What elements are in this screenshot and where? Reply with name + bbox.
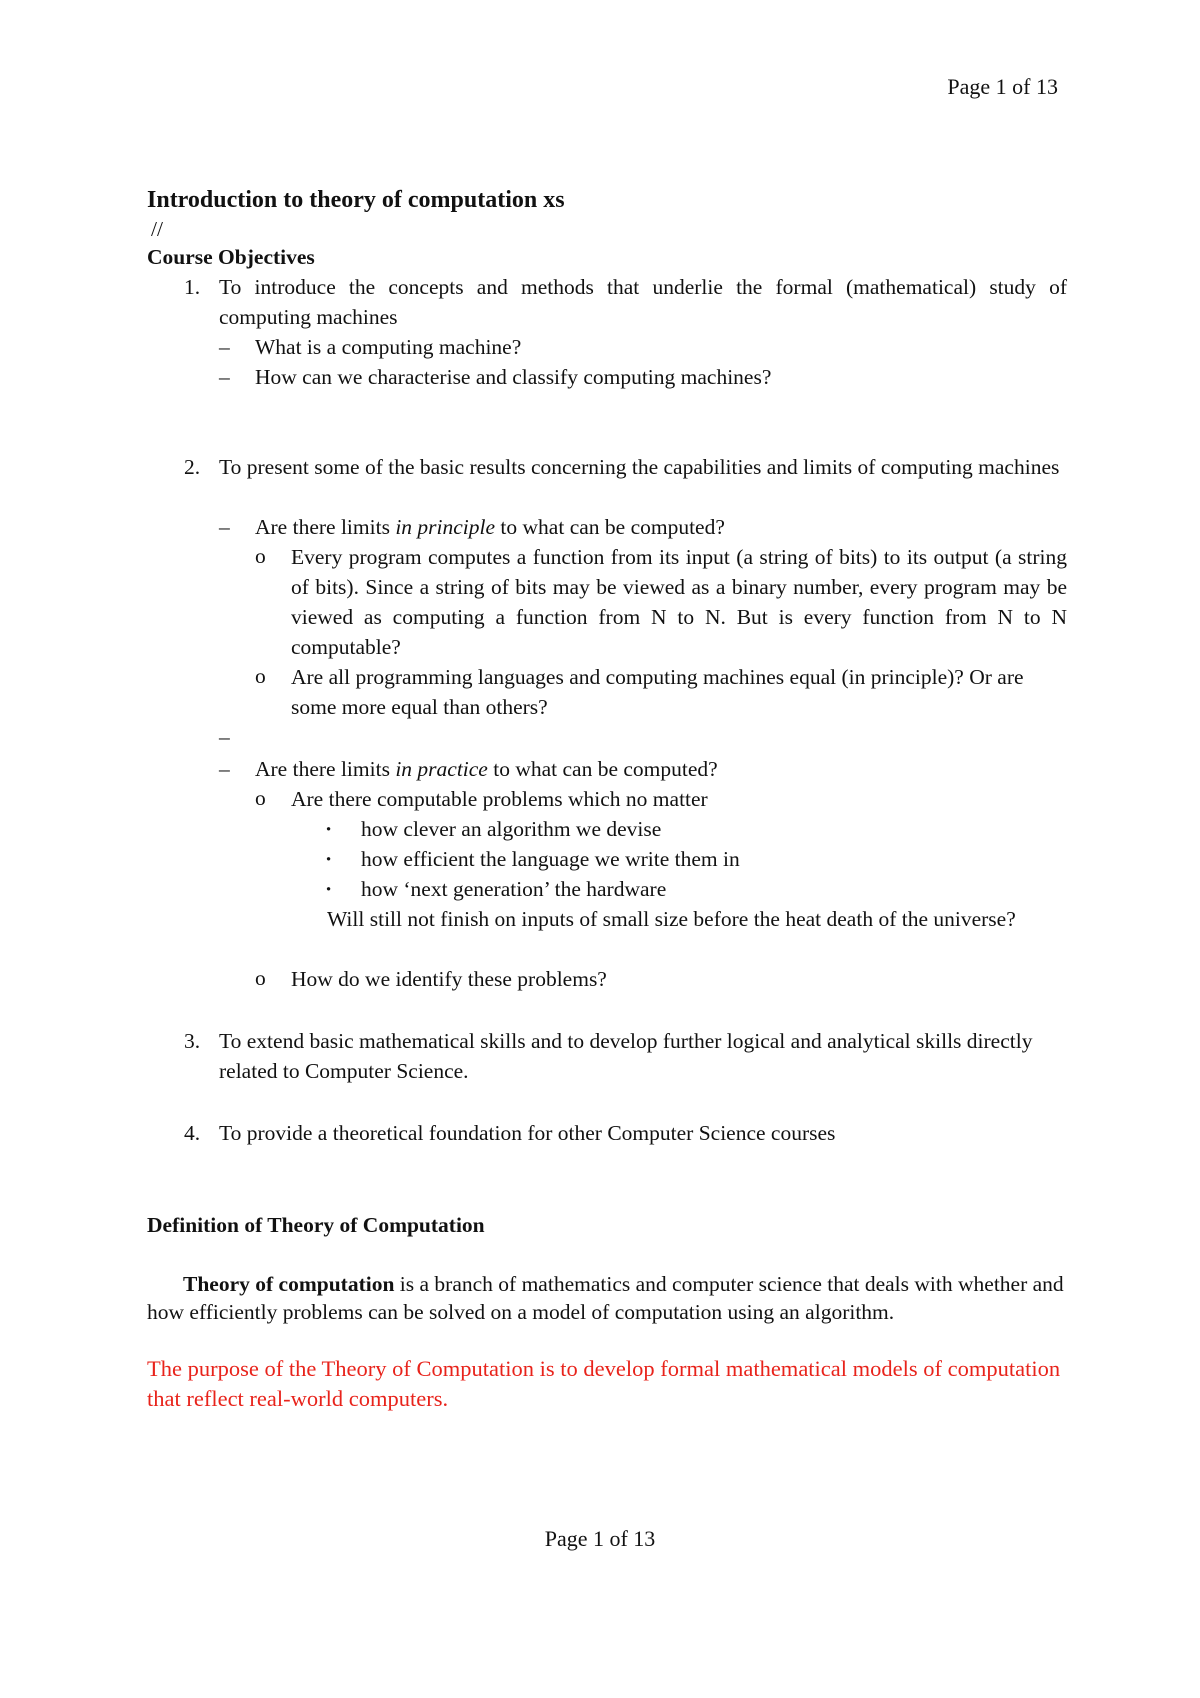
- sub-item-principle: – Are there limits in principle to what can be computed? o Every program computes a function from its input (a string of bits) to its output (a string of bits). Since a string of bits may be viewed as a binary number, every program may be viewed as computing a function from N to N. But is every function from N to N computable? o Are all programming languages and computing machines equal (in principle)? Or are some more equal than others?: [219, 512, 1067, 722]
- definition-heading: Definition of Theory of Computation: [147, 1213, 485, 1237]
- spacer: [147, 1326, 1067, 1354]
- objective-item: [147, 1026, 1067, 1086]
- sub-item: – What is a computing machine?: [219, 332, 1067, 362]
- objective-sublist: [219, 332, 1067, 392]
- course-objectives-heading: Course Objectives: [147, 245, 315, 269]
- emphasis-in-practice: in practice: [395, 757, 488, 781]
- spacer: [219, 482, 1067, 512]
- spacer: [147, 392, 1067, 452]
- principle-sublist: [255, 542, 1067, 722]
- objective-item: [147, 1118, 1067, 1148]
- objectives-list: [147, 272, 1067, 1148]
- bullet-list: [291, 814, 1067, 904]
- practice-sublist: [255, 784, 1067, 934]
- sub-sub-item: o Are there computable problems which no matter · how clever an algorithm we devise · how efficient the language we write them in · how ‘next generation’ the hardware Will still not finish on inputs of small size before the heat death of the universe?: [255, 784, 1067, 934]
- objective-text: To provide a theoretical foundation for other Computer Science courses: [219, 1121, 836, 1145]
- sub-item-practice: – Are there limits in practice to what can be computed? o Are there computable problems which no matter · how clever an algorithm we devise · how efficient the language we write them in · how ‘next generation’ the hardware Will still not finish on inputs of small size before the heat death of the universe? o How do we identify these problems?: [219, 754, 1067, 994]
- slashes-marker: //: [151, 217, 163, 241]
- definition-term: Theory of computation: [183, 1272, 395, 1296]
- definition-paragraph: [147, 1270, 1067, 1326]
- objective-text: To present some of the basic results concerning the capabilities and limits of computing machines: [219, 455, 1060, 479]
- continuation-text: Will still not finish on inputs of small size before the heat death of the universe?: [327, 907, 1016, 931]
- page-number-top: Page 1 of 13: [947, 74, 1058, 99]
- bullet-item: · how ‘next generation’ the hardware: [291, 874, 1067, 904]
- objective-number: 2.: [184, 455, 201, 479]
- objective-text: To extend basic mathematical skills and to develop further logical and analytical skills directly related to Computer Science.: [219, 1029, 1033, 1083]
- spacer: [147, 1148, 1067, 1210]
- sub-sub-item: o How do we identify these problems?: [255, 964, 1067, 994]
- purpose-statement: The purpose of the Theory of Computation is to develop formal mathematical models of computation that reflect real-world computers.: [147, 1356, 1061, 1411]
- spacer: [255, 934, 1067, 964]
- spacer: [219, 722, 1067, 754]
- sub-item: – How can we characterise and classify computing machines?: [219, 362, 1067, 392]
- objective-number: 3.: [184, 1029, 201, 1053]
- practice-sublist-2: [255, 964, 1067, 994]
- spacer: [147, 994, 1067, 1026]
- objective-sublist: [219, 512, 1067, 994]
- emphasis-in-principle: in principle: [395, 515, 496, 539]
- sub-sub-item: o Every program computes a function from its input (a string of bits) to its output (a string of bits). Since a string of bits may be viewed as a binary number, every program may be viewed as computing a function from N to N. But is every function from N to N computable?: [255, 542, 1067, 662]
- objective-item: [147, 452, 1067, 994]
- page-number-bottom: Page 1 of 13: [544, 1526, 656, 1551]
- sub-sub-item: o Are all programming languages and computing machines equal (in principle)? Or are some more equal than others?: [255, 662, 1067, 722]
- document-body: [147, 184, 1067, 1414]
- objective-item: [147, 272, 1067, 392]
- objective-text: To introduce the concepts and methods that underlie the formal (mathematical) study of computing machines: [219, 275, 1067, 329]
- objective-number: 4.: [184, 1121, 201, 1145]
- document-title: Introduction to theory of computation xs: [147, 187, 565, 213]
- bullet-item: · how efficient the language we write them in: [291, 844, 1067, 874]
- definition-body: is a branch of mathematics and computer science that deals with whether and how efficiently problems can be solved on a model of computation using an algorithm.: [147, 1272, 1064, 1324]
- bullet-item: · how clever an algorithm we devise: [291, 814, 1067, 844]
- spacer: [147, 1240, 1067, 1270]
- objective-number: 1.: [184, 275, 201, 299]
- spacer: [147, 1086, 1067, 1118]
